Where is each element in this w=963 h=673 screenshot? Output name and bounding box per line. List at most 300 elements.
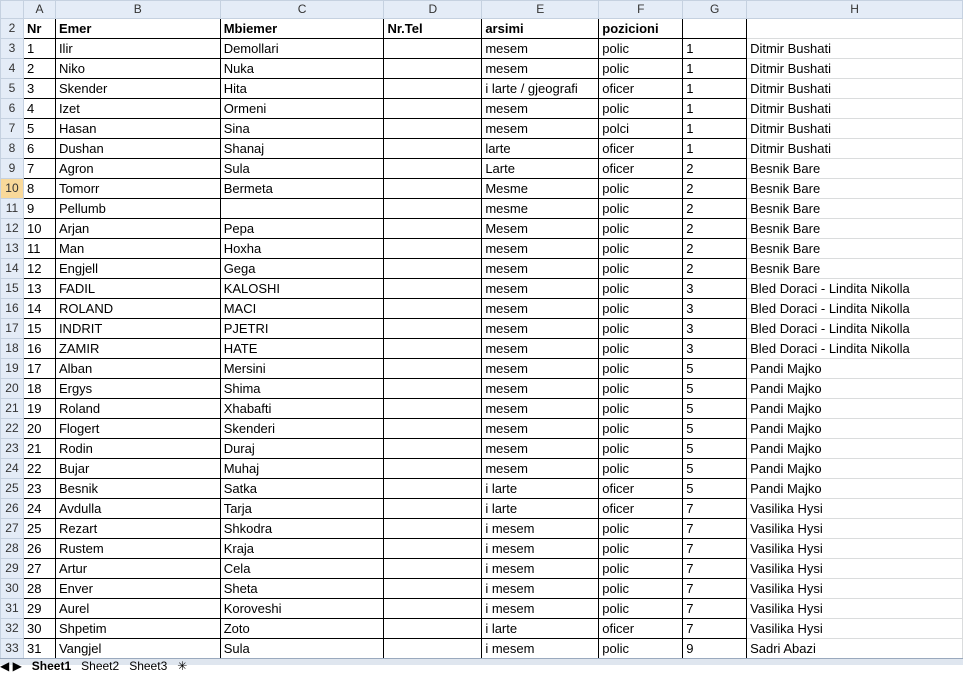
- row-header[interactable]: 7: [1, 119, 24, 139]
- row-header[interactable]: 5: [1, 79, 24, 99]
- cell-H[interactable]: Bled Doraci - Lindita Nikolla: [747, 339, 963, 359]
- cell-B[interactable]: Flogert: [55, 419, 220, 439]
- row-header[interactable]: 27: [1, 519, 24, 539]
- cell-H[interactable]: Ditmir Bushati: [747, 139, 963, 159]
- cell-G[interactable]: 2: [683, 159, 747, 179]
- cell-F[interactable]: polic: [599, 639, 683, 659]
- cell-C[interactable]: Zoto: [220, 619, 384, 639]
- cell-B[interactable]: Ergys: [55, 379, 220, 399]
- cell-E[interactable]: mesem: [482, 279, 599, 299]
- row-header[interactable]: 15: [1, 279, 24, 299]
- cell-D[interactable]: [384, 539, 482, 559]
- row-header[interactable]: 25: [1, 479, 24, 499]
- cell-H[interactable]: Besnik Bare: [747, 239, 963, 259]
- cell-E[interactable]: mesem: [482, 339, 599, 359]
- cell-F[interactable]: polic: [599, 439, 683, 459]
- cell-H[interactable]: Vasilika Hysi: [747, 579, 963, 599]
- cell-B[interactable]: Tomorr: [55, 179, 220, 199]
- cell-E[interactable]: i mesem: [482, 539, 599, 559]
- cell-A[interactable]: 10: [23, 219, 55, 239]
- row-header[interactable]: 23: [1, 439, 24, 459]
- cell-B[interactable]: Niko: [55, 59, 220, 79]
- cell-G[interactable]: 1: [683, 59, 747, 79]
- cell-C[interactable]: HATE: [220, 339, 384, 359]
- cell-F[interactable]: polic: [599, 419, 683, 439]
- cell-E[interactable]: mesem: [482, 239, 599, 259]
- row-header[interactable]: 29: [1, 559, 24, 579]
- cell-B[interactable]: Rodin: [55, 439, 220, 459]
- cell-C[interactable]: Koroveshi: [220, 599, 384, 619]
- cell-D[interactable]: [384, 99, 482, 119]
- cell-B[interactable]: FADIL: [55, 279, 220, 299]
- insert-sheet-icon[interactable]: ✳: [177, 659, 188, 673]
- cell-C[interactable]: Tarja: [220, 499, 384, 519]
- cell-H[interactable]: Vasilika Hysi: [747, 499, 963, 519]
- cell-D[interactable]: [384, 179, 482, 199]
- cell-C[interactable]: PJETRI: [220, 319, 384, 339]
- cell-A[interactable]: 5: [23, 119, 55, 139]
- cell-A[interactable]: 4: [23, 99, 55, 119]
- cell-F[interactable]: polic: [599, 39, 683, 59]
- cell-G[interactable]: 3: [683, 299, 747, 319]
- cell-F[interactable]: polic: [599, 459, 683, 479]
- cell-C[interactable]: MACI: [220, 299, 384, 319]
- cell-G[interactable]: 7: [683, 559, 747, 579]
- cell-F[interactable]: polci: [599, 119, 683, 139]
- column-header-A[interactable]: A: [23, 1, 55, 19]
- cell-A[interactable]: 20: [23, 419, 55, 439]
- cell-D[interactable]: [384, 359, 482, 379]
- cell-B[interactable]: ZAMIR: [55, 339, 220, 359]
- cell-A[interactable]: 30: [23, 619, 55, 639]
- cell-F[interactable]: polic: [599, 319, 683, 339]
- cell-F[interactable]: polic: [599, 259, 683, 279]
- cell-E[interactable]: mesme: [482, 199, 599, 219]
- cell-E[interactable]: i mesem: [482, 559, 599, 579]
- cell-B[interactable]: Bujar: [55, 459, 220, 479]
- cell-F[interactable]: oficer: [599, 159, 683, 179]
- cell-G[interactable]: 1: [683, 119, 747, 139]
- sheet-tab-3[interactable]: Sheet3: [129, 659, 168, 673]
- cell-C[interactable]: Satka: [220, 479, 384, 499]
- cell-B[interactable]: Avdulla: [55, 499, 220, 519]
- cell-E[interactable]: mesem: [482, 399, 599, 419]
- cell-A[interactable]: 25: [23, 519, 55, 539]
- row-header[interactable]: 6: [1, 99, 24, 119]
- row-header[interactable]: 10: [1, 179, 24, 199]
- cell-F[interactable]: polic: [599, 399, 683, 419]
- cell-D[interactable]: [384, 299, 482, 319]
- cell-B[interactable]: Artur: [55, 559, 220, 579]
- cell-B[interactable]: Ilir: [55, 39, 220, 59]
- cell-E[interactable]: mesem: [482, 419, 599, 439]
- cell-F[interactable]: oficer: [599, 479, 683, 499]
- cell-B[interactable]: Alban: [55, 359, 220, 379]
- cell-C[interactable]: Kraja: [220, 539, 384, 559]
- cell-F[interactable]: polic: [599, 239, 683, 259]
- column-header-B[interactable]: B: [55, 1, 220, 19]
- cell-H[interactable]: Bled Doraci - Lindita Nikolla: [747, 299, 963, 319]
- row-header[interactable]: 17: [1, 319, 24, 339]
- cell-C[interactable]: Gega: [220, 259, 384, 279]
- cell-A[interactable]: 2: [23, 59, 55, 79]
- row-header[interactable]: 32: [1, 619, 24, 639]
- cell-B[interactable]: Rezart: [55, 519, 220, 539]
- cell-G[interactable]: 3: [683, 279, 747, 299]
- cell-D[interactable]: [384, 379, 482, 399]
- cell-A[interactable]: 8: [23, 179, 55, 199]
- column-header-G[interactable]: G: [683, 1, 747, 19]
- cell-D[interactable]: [384, 199, 482, 219]
- header-cell-D[interactable]: Nr.Tel: [384, 19, 482, 39]
- cell-B[interactable]: Dushan: [55, 139, 220, 159]
- cell-G[interactable]: 7: [683, 519, 747, 539]
- cell-H[interactable]: Bled Doraci - Lindita Nikolla: [747, 319, 963, 339]
- cell-E[interactable]: i larte / gjeografi: [482, 79, 599, 99]
- cell-C[interactable]: Bermeta: [220, 179, 384, 199]
- cell-E[interactable]: mesem: [482, 459, 599, 479]
- cell-A[interactable]: 22: [23, 459, 55, 479]
- cell-F[interactable]: polic: [599, 199, 683, 219]
- cell-G[interactable]: 2: [683, 199, 747, 219]
- row-header[interactable]: 33: [1, 639, 24, 659]
- cell-H[interactable]: Vasilika Hysi: [747, 519, 963, 539]
- cell-H[interactable]: Pandi Majko: [747, 439, 963, 459]
- cell-D[interactable]: [384, 139, 482, 159]
- cell-G[interactable]: 2: [683, 239, 747, 259]
- row-header[interactable]: 31: [1, 599, 24, 619]
- cell-C[interactable]: Sheta: [220, 579, 384, 599]
- cell-H[interactable]: Pandi Majko: [747, 459, 963, 479]
- cell-E[interactable]: mesem: [482, 99, 599, 119]
- cell-F[interactable]: oficer: [599, 79, 683, 99]
- cell-E[interactable]: mesem: [482, 379, 599, 399]
- cell-F[interactable]: polic: [599, 539, 683, 559]
- cell-H[interactable]: Ditmir Bushati: [747, 79, 963, 99]
- cell-B[interactable]: Agron: [55, 159, 220, 179]
- row-header[interactable]: 4: [1, 59, 24, 79]
- cell-D[interactable]: [384, 559, 482, 579]
- cell-E[interactable]: i mesem: [482, 579, 599, 599]
- cell-D[interactable]: [384, 79, 482, 99]
- cell-D[interactable]: [384, 499, 482, 519]
- row-header[interactable]: 2: [1, 19, 24, 39]
- cell-C[interactable]: Pepa: [220, 219, 384, 239]
- cell-A[interactable]: 31: [23, 639, 55, 659]
- cell-G[interactable]: 3: [683, 319, 747, 339]
- cell-G[interactable]: 7: [683, 499, 747, 519]
- cell-G[interactable]: 1: [683, 99, 747, 119]
- cell-B[interactable]: Man: [55, 239, 220, 259]
- cell-H[interactable]: Ditmir Bushati: [747, 59, 963, 79]
- cell-A[interactable]: 24: [23, 499, 55, 519]
- cell-B[interactable]: Shpetim: [55, 619, 220, 639]
- cell-D[interactable]: [384, 119, 482, 139]
- header-cell-G[interactable]: [683, 19, 747, 39]
- cell-G[interactable]: 1: [683, 79, 747, 99]
- cell-H[interactable]: Vasilika Hysi: [747, 599, 963, 619]
- cell-D[interactable]: [384, 439, 482, 459]
- cell-G[interactable]: 9: [683, 639, 747, 659]
- cell-A[interactable]: 18: [23, 379, 55, 399]
- row-header[interactable]: 11: [1, 199, 24, 219]
- row-header[interactable]: 9: [1, 159, 24, 179]
- cell-A[interactable]: 13: [23, 279, 55, 299]
- cell-H[interactable]: Pandi Majko: [747, 479, 963, 499]
- cell-E[interactable]: mesem: [482, 299, 599, 319]
- cell-H[interactable]: Pandi Majko: [747, 419, 963, 439]
- cell-C[interactable]: Demollari: [220, 39, 384, 59]
- cell-H[interactable]: Ditmir Bushati: [747, 99, 963, 119]
- cell-C[interactable]: Sula: [220, 639, 384, 659]
- cell-H[interactable]: Pandi Majko: [747, 359, 963, 379]
- row-header[interactable]: 3: [1, 39, 24, 59]
- cell-B[interactable]: Aurel: [55, 599, 220, 619]
- cell-G[interactable]: 5: [683, 379, 747, 399]
- cell-F[interactable]: polic: [599, 559, 683, 579]
- cell-A[interactable]: 14: [23, 299, 55, 319]
- cell-D[interactable]: [384, 159, 482, 179]
- cell-G[interactable]: 1: [683, 39, 747, 59]
- cell-F[interactable]: polic: [599, 59, 683, 79]
- cell-E[interactable]: Mesem: [482, 219, 599, 239]
- cell-D[interactable]: [384, 339, 482, 359]
- cell-F[interactable]: oficer: [599, 139, 683, 159]
- cell-C[interactable]: Mersini: [220, 359, 384, 379]
- cell-D[interactable]: [384, 419, 482, 439]
- cell-C[interactable]: Nuka: [220, 59, 384, 79]
- sheet-tab-1[interactable]: Sheet1: [31, 659, 72, 673]
- cell-B[interactable]: Arjan: [55, 219, 220, 239]
- row-header[interactable]: 22: [1, 419, 24, 439]
- cell-C[interactable]: Hoxha: [220, 239, 384, 259]
- cell-A[interactable]: 27: [23, 559, 55, 579]
- row-header[interactable]: 19: [1, 359, 24, 379]
- cell-G[interactable]: 5: [683, 479, 747, 499]
- cell-G[interactable]: 5: [683, 359, 747, 379]
- cell-F[interactable]: polic: [599, 219, 683, 239]
- cell-E[interactable]: mesem: [482, 359, 599, 379]
- header-cell-B[interactable]: Emer: [55, 19, 220, 39]
- cell-C[interactable]: Shanaj: [220, 139, 384, 159]
- cell-D[interactable]: [384, 59, 482, 79]
- sheet-nav-arrows[interactable]: ◀ ▶: [0, 659, 22, 673]
- row-header[interactable]: 16: [1, 299, 24, 319]
- cell-B[interactable]: Besnik: [55, 479, 220, 499]
- cell-C[interactable]: Muhaj: [220, 459, 384, 479]
- cell-C[interactable]: KALOSHI: [220, 279, 384, 299]
- cell-A[interactable]: 7: [23, 159, 55, 179]
- cell-F[interactable]: polic: [599, 299, 683, 319]
- cell-H[interactable]: Pandi Majko: [747, 399, 963, 419]
- cell-F[interactable]: polic: [599, 579, 683, 599]
- cell-D[interactable]: [384, 519, 482, 539]
- cell-B[interactable]: Izet: [55, 99, 220, 119]
- cell-B[interactable]: Pellumb: [55, 199, 220, 219]
- cell-H[interactable]: Pandi Majko: [747, 379, 963, 399]
- cell-H[interactable]: Besnik Bare: [747, 219, 963, 239]
- cell-H[interactable]: Vasilika Hysi: [747, 539, 963, 559]
- cell-D[interactable]: [384, 639, 482, 659]
- row-header[interactable]: 20: [1, 379, 24, 399]
- cell-B[interactable]: Hasan: [55, 119, 220, 139]
- cell-D[interactable]: [384, 279, 482, 299]
- cell-G[interactable]: 7: [683, 539, 747, 559]
- cell-B[interactable]: Rustem: [55, 539, 220, 559]
- cell-F[interactable]: polic: [599, 379, 683, 399]
- cell-G[interactable]: 2: [683, 219, 747, 239]
- cell-H[interactable]: Ditmir Bushati: [747, 39, 963, 59]
- cell-G[interactable]: 5: [683, 439, 747, 459]
- cell-D[interactable]: [384, 219, 482, 239]
- column-header-D[interactable]: D: [384, 1, 482, 19]
- cell-F[interactable]: polic: [599, 279, 683, 299]
- cell-A[interactable]: 9: [23, 199, 55, 219]
- cell-G[interactable]: 5: [683, 459, 747, 479]
- cell-F[interactable]: polic: [599, 99, 683, 119]
- cell-F[interactable]: polic: [599, 599, 683, 619]
- cell-D[interactable]: [384, 619, 482, 639]
- cell-E[interactable]: i larte: [482, 479, 599, 499]
- cell-F[interactable]: oficer: [599, 619, 683, 639]
- sheet-tab-2[interactable]: Sheet2: [81, 659, 120, 673]
- cell-A[interactable]: 3: [23, 79, 55, 99]
- cell-E[interactable]: i mesem: [482, 639, 599, 659]
- cell-C[interactable]: [220, 199, 384, 219]
- cell-A[interactable]: 1: [23, 39, 55, 59]
- cell-C[interactable]: Sina: [220, 119, 384, 139]
- cell-G[interactable]: 2: [683, 259, 747, 279]
- row-header[interactable]: 26: [1, 499, 24, 519]
- cell-F[interactable]: polic: [599, 179, 683, 199]
- cell-E[interactable]: mesem: [482, 39, 599, 59]
- cell-E[interactable]: larte: [482, 139, 599, 159]
- row-header[interactable]: 24: [1, 459, 24, 479]
- cell-B[interactable]: Engjell: [55, 259, 220, 279]
- header-cell-F[interactable]: pozicioni: [599, 19, 683, 39]
- row-header[interactable]: 21: [1, 399, 24, 419]
- cell-A[interactable]: 16: [23, 339, 55, 359]
- cell-H[interactable]: Bled Doraci - Lindita Nikolla: [747, 279, 963, 299]
- cell-E[interactable]: Larte: [482, 159, 599, 179]
- cell-E[interactable]: i larte: [482, 619, 599, 639]
- cell-F[interactable]: polic: [599, 339, 683, 359]
- header-cell-H[interactable]: [747, 19, 963, 39]
- cell-G[interactable]: 2: [683, 179, 747, 199]
- cell-H[interactable]: Besnik Bare: [747, 179, 963, 199]
- cell-G[interactable]: 7: [683, 579, 747, 599]
- cell-C[interactable]: Shima: [220, 379, 384, 399]
- row-header[interactable]: 12: [1, 219, 24, 239]
- column-header-C[interactable]: C: [220, 1, 384, 19]
- column-header-F[interactable]: F: [599, 1, 683, 19]
- cell-G[interactable]: 5: [683, 399, 747, 419]
- cell-H[interactable]: Ditmir Bushati: [747, 119, 963, 139]
- cell-H[interactable]: Vasilika Hysi: [747, 559, 963, 579]
- cell-H[interactable]: Besnik Bare: [747, 159, 963, 179]
- header-cell-A[interactable]: Nr: [23, 19, 55, 39]
- cell-A[interactable]: 15: [23, 319, 55, 339]
- cell-E[interactable]: mesem: [482, 439, 599, 459]
- cell-E[interactable]: mesem: [482, 319, 599, 339]
- cell-B[interactable]: Roland: [55, 399, 220, 419]
- column-header-H[interactable]: H: [747, 1, 963, 19]
- row-header[interactable]: 28: [1, 539, 24, 559]
- cell-A[interactable]: 29: [23, 599, 55, 619]
- cell-G[interactable]: 5: [683, 419, 747, 439]
- cell-C[interactable]: Hita: [220, 79, 384, 99]
- header-cell-C[interactable]: Mbiemer: [220, 19, 384, 39]
- cell-D[interactable]: [384, 579, 482, 599]
- cell-E[interactable]: i larte: [482, 499, 599, 519]
- cell-G[interactable]: 1: [683, 139, 747, 159]
- cell-A[interactable]: 28: [23, 579, 55, 599]
- cell-A[interactable]: 11: [23, 239, 55, 259]
- cell-G[interactable]: 7: [683, 599, 747, 619]
- cell-A[interactable]: 17: [23, 359, 55, 379]
- cell-F[interactable]: polic: [599, 519, 683, 539]
- cell-E[interactable]: Mesme: [482, 179, 599, 199]
- cell-E[interactable]: mesem: [482, 119, 599, 139]
- cell-C[interactable]: Skenderi: [220, 419, 384, 439]
- cell-D[interactable]: [384, 479, 482, 499]
- row-header[interactable]: 13: [1, 239, 24, 259]
- cell-E[interactable]: i mesem: [482, 599, 599, 619]
- cell-D[interactable]: [384, 399, 482, 419]
- cell-A[interactable]: 21: [23, 439, 55, 459]
- cell-D[interactable]: [384, 319, 482, 339]
- row-header[interactable]: 14: [1, 259, 24, 279]
- cell-E[interactable]: mesem: [482, 259, 599, 279]
- cell-G[interactable]: 3: [683, 339, 747, 359]
- cell-C[interactable]: Duraj: [220, 439, 384, 459]
- cell-C[interactable]: Ormeni: [220, 99, 384, 119]
- cell-D[interactable]: [384, 39, 482, 59]
- cell-C[interactable]: Xhabafti: [220, 399, 384, 419]
- row-header[interactable]: 30: [1, 579, 24, 599]
- cell-B[interactable]: ROLAND: [55, 299, 220, 319]
- column-header-E[interactable]: E: [482, 1, 599, 19]
- cell-D[interactable]: [384, 259, 482, 279]
- cell-B[interactable]: Vangjel: [55, 639, 220, 659]
- cell-E[interactable]: i mesem: [482, 519, 599, 539]
- cell-D[interactable]: [384, 459, 482, 479]
- cell-A[interactable]: 12: [23, 259, 55, 279]
- cell-A[interactable]: 19: [23, 399, 55, 419]
- cell-B[interactable]: INDRIT: [55, 319, 220, 339]
- cell-A[interactable]: 23: [23, 479, 55, 499]
- cell-H[interactable]: Besnik Bare: [747, 199, 963, 219]
- cell-H[interactable]: Vasilika Hysi: [747, 619, 963, 639]
- cell-D[interactable]: [384, 239, 482, 259]
- cell-H[interactable]: Sadri Abazi: [747, 639, 963, 659]
- cell-G[interactable]: 7: [683, 619, 747, 639]
- cell-B[interactable]: Skender: [55, 79, 220, 99]
- cell-C[interactable]: Sula: [220, 159, 384, 179]
- cell-D[interactable]: [384, 599, 482, 619]
- row-header[interactable]: 8: [1, 139, 24, 159]
- select-all-corner[interactable]: [1, 1, 24, 19]
- cell-A[interactable]: 6: [23, 139, 55, 159]
- cell-B[interactable]: Enver: [55, 579, 220, 599]
- row-header[interactable]: 18: [1, 339, 24, 359]
- header-cell-E[interactable]: arsimi: [482, 19, 599, 39]
- cell-C[interactable]: Shkodra: [220, 519, 384, 539]
- cell-H[interactable]: Besnik Bare: [747, 259, 963, 279]
- cell-C[interactable]: Cela: [220, 559, 384, 579]
- cell-A[interactable]: 26: [23, 539, 55, 559]
- cell-F[interactable]: oficer: [599, 499, 683, 519]
